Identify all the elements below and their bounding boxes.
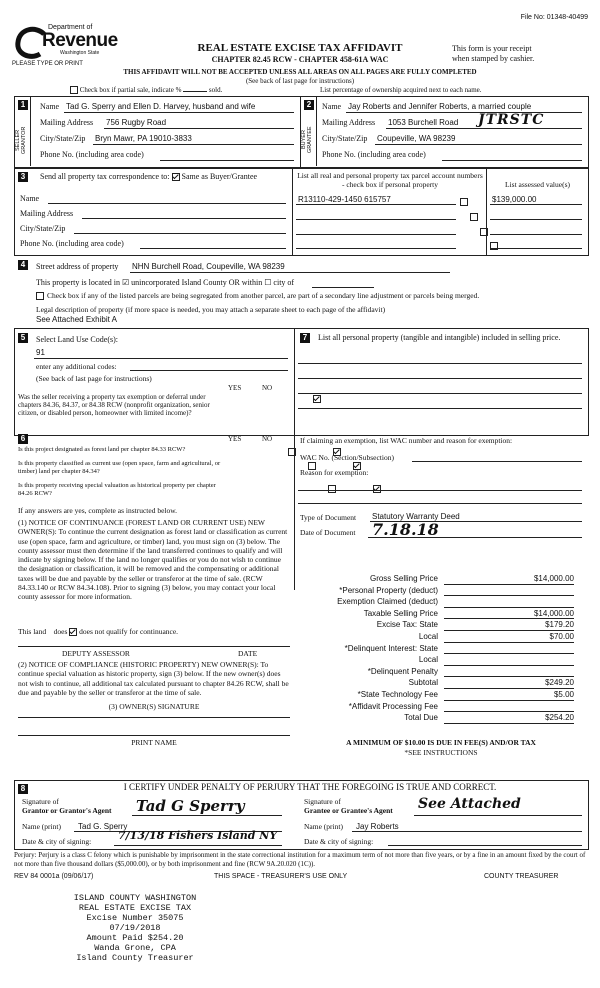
seller-city-label: City/State/Zip xyxy=(40,134,86,143)
tax-value xyxy=(444,701,574,713)
doc-type-label: Type of Document xyxy=(300,513,357,522)
s5-yes-header: YES xyxy=(228,384,242,392)
segregation-text xyxy=(36,291,479,300)
stamp-line: Amount Paid $254.20 xyxy=(86,933,184,943)
street-label: Street address of property xyxy=(36,262,119,271)
land-use-line xyxy=(34,358,288,359)
segregation-checkbox[interactable] xyxy=(36,292,44,300)
stamp-line: Excise Number 35075 xyxy=(86,913,184,923)
tax-value xyxy=(444,596,574,608)
form-subtitle: CHAPTER 82.45 RCW - CHAPTER 458-61A WAC xyxy=(211,55,389,64)
buyer-address: 1053 Burchell Road xyxy=(388,118,459,127)
section-7-number: 7 xyxy=(300,333,310,343)
deputy-assessor-label: DEPUTY ASSESSOR xyxy=(62,649,130,658)
legal-description: See Attached Exhibit A xyxy=(36,315,117,324)
seller-city-line xyxy=(93,144,294,145)
tax-values xyxy=(444,573,574,724)
tax-value: $14,000.00 xyxy=(444,608,574,620)
logo-revenue: Revenue xyxy=(42,30,118,51)
notice-of-continuance: (1) NOTICE OF CONTINUANCE (FOREST LAND OR CURRENT USE) NEW OWNER(S): To continue the current designation as forest land or classification as current use (open space, farm and agriculture, or timber) land, you must sign on (3) below. The county assessor must then determine if the land transferred continues to qualify and will indicate by signing below. If the land no longer qualifies or you do not wish to continue the designation or classification, it will be removed and the compensating or additional taxes will be due and payable by the seller or transferor at the time of sale. (RCW 84.33.140 or RCW 84.34.108). Prior to signing (3) below, you may contact your local county assessor for more information. xyxy=(18,518,288,602)
personal-property-line-1 xyxy=(298,363,582,364)
s5-no-checkbox[interactable] xyxy=(313,395,321,403)
section-3-number: 3 xyxy=(18,172,28,182)
forest-yes-checkbox[interactable] xyxy=(288,448,296,456)
personal-property-label: List all personal property (tangible and intangible) included in selling price. xyxy=(318,333,561,342)
doc-type: Statutory Warranty Deed xyxy=(372,512,460,521)
assessed-line-2 xyxy=(490,219,582,220)
seller-side-rule xyxy=(30,97,31,166)
grantee-signature: See Attached xyxy=(418,796,521,812)
seller-name-line xyxy=(64,112,294,113)
section-6-number: 6 xyxy=(18,434,28,444)
minimum-due-text: A MINIMUM OF $10.00 IS DUE IN FEE(S) AND/OR TAX xyxy=(346,738,536,747)
grantee-name: Jay Roberts xyxy=(356,822,399,831)
section-1-number: 1 xyxy=(18,100,28,110)
stamp-line: ISLAND COUNTY WASHINGTON xyxy=(73,893,197,903)
personal-property-checkbox-2[interactable] xyxy=(470,213,478,221)
buyer-city-label: City/State/Zip xyxy=(322,134,368,143)
buyer-phone-label: Phone No. (including area code) xyxy=(322,150,426,159)
does-not-label: does not qualify for continuance. xyxy=(79,627,179,636)
deputy-line xyxy=(18,646,290,647)
tax-value xyxy=(444,666,574,678)
partial-sold-label: sold. xyxy=(208,86,223,94)
owner-signature-label: (3) OWNER(S) SIGNATURE xyxy=(108,702,200,711)
partial-sale-checkbox[interactable] xyxy=(70,86,78,94)
tax-value: $70.00 xyxy=(444,631,574,643)
grantee-name-label: Name (print) xyxy=(304,822,343,831)
stamp-line: 07/19/2018 xyxy=(109,923,161,933)
tax-label: *Delinquent Interest: State xyxy=(344,643,438,653)
notice-of-compliance: (2) NOTICE OF COMPLIANCE (HISTORIC PROPERTY) NEW OWNER(S): To continue special valuation as historic property, sign (3) below. If the new owner(s) does not wish to continue, all additional tax calculated pursuant to chapter 84.26 RCW, shall be due and payable by the seller or transferor at the time of sale. xyxy=(18,660,289,697)
seller-address-line xyxy=(104,128,294,129)
legal-label: Legal description of property (if more space is needed, you may attach a separate sheet to each page of the affidavit) xyxy=(36,305,386,314)
section-5-number: 5 xyxy=(18,333,28,343)
tax-label: Exemption Claimed (deduct) xyxy=(337,597,438,607)
receipt-note-2: when stamped by cashier. xyxy=(452,54,535,63)
assessed-line-4 xyxy=(490,248,582,249)
doc-date-line xyxy=(368,537,582,538)
doc-date: 7.18.18 xyxy=(372,520,439,539)
county-treasurer-label: COUNTY TREASURER xyxy=(484,873,559,880)
receipt-note-1: This form is your receipt xyxy=(452,44,532,53)
seller-phone-line xyxy=(160,160,294,161)
corr-address-line xyxy=(82,218,286,219)
tax-label: *Personal Property (deduct) xyxy=(339,585,438,595)
personal-property-line-3 xyxy=(298,393,582,394)
see-instructions-text: *SEE INSTRUCTIONS xyxy=(404,748,478,757)
tax-label: *State Technology Fee xyxy=(357,689,438,699)
ownership-note: List percentage of ownership acquired next to each name. xyxy=(320,86,482,94)
buyer-city: Coupeville, WA 98239 xyxy=(377,134,456,143)
s5-no-header: NO xyxy=(262,384,273,392)
logo-dept: Department of xyxy=(48,24,93,31)
section-8-number: 8 xyxy=(18,784,28,794)
tax-value xyxy=(444,643,574,655)
grantor-date-city: 7/13/18 Fishers Island NY xyxy=(118,829,278,842)
assessed-header: List assessed value(s) xyxy=(505,180,570,189)
section-2-number: 2 xyxy=(304,100,314,110)
treasurer-stamp xyxy=(50,893,220,963)
assessed-line-3 xyxy=(490,234,582,235)
see-back-text: (See back of last page for instructions) xyxy=(245,77,355,85)
section-3-divider xyxy=(292,168,293,255)
partial-sale-text xyxy=(70,86,222,94)
corr-name-label: Name xyxy=(20,194,40,203)
location-text: This property is located in ☑ unincorporated Island County OR within ☐ city of xyxy=(36,278,295,287)
grantor-name: Tad G. Sperry xyxy=(78,822,128,831)
logo-state: Washington State xyxy=(60,50,100,56)
tax-value: $249.20 xyxy=(444,677,574,689)
stamp-line: Island County Treasurer xyxy=(76,953,194,963)
grantor-sig-line xyxy=(132,815,282,816)
section-3-divider-2 xyxy=(486,168,487,255)
please-type: PLEASE TYPE OR PRINT xyxy=(12,61,83,67)
doc-date-label: Date of Document xyxy=(300,528,356,537)
forest-question: Is this project designated as forest land per chapter 84.33 RCW? xyxy=(18,446,186,453)
reason-label: Reason for exemption: xyxy=(300,468,369,477)
parcel-line-3 xyxy=(296,234,456,235)
tax-value: $254.20 xyxy=(444,712,574,724)
exemption-claim-label: If claiming an exemption, list WAC number and reason for exemption: xyxy=(300,436,513,445)
tax-label: Gross Selling Price xyxy=(369,574,438,583)
partial-sale-label: Check box if partial sale, indicate % xyxy=(79,86,182,94)
seller-phone-label: Phone No. (including area code) xyxy=(40,150,144,159)
file-number: File No: 01348-40499 xyxy=(520,14,588,21)
seller-name: Tad G. Sperry and Ellen D. Harvey, husband and wife xyxy=(66,102,256,111)
buyer-handwritten-tag: JTRSTC xyxy=(478,112,545,128)
grantor-name-label: Name (print) xyxy=(22,822,61,831)
seller-name-label: Name xyxy=(40,102,60,111)
warning-text: THIS AFFIDAVIT WILL NOT BE ACCEPTED UNLESS ALL AREAS ON ALL PAGES ARE FULLY COMPLETED xyxy=(123,68,477,76)
parcel-line-4 xyxy=(296,248,456,249)
perjury-notice: Perjury: Perjury is a class C felony which is punishable by imprisonment in the state correctional institution for a maximum term of not more than five years, or by a fine in an amount fixed by the court of not more than five thousand dollars ($5,000.00), or by both imprisonment and fine (RCW 9A.20.020 (1C)). xyxy=(14,851,586,868)
buyer-name: Jay Roberts and Jennifer Roberts, a married couple xyxy=(348,102,532,111)
assessed-value: $139,000.00 xyxy=(492,195,537,204)
does-label: does xyxy=(53,627,68,636)
same-as-buyer-checkbox[interactable] xyxy=(172,173,180,181)
reason-line-1 xyxy=(298,490,582,491)
seller-side-label: SELLER GRANTOR xyxy=(15,126,27,154)
buyer-phone-line xyxy=(442,160,582,161)
s6-yes-header: YES xyxy=(228,435,242,443)
grantee-date-line xyxy=(388,845,582,846)
assessed-line-1 xyxy=(490,204,582,205)
same-as-buyer-label: Same as Buyer/Grantee xyxy=(181,172,258,181)
historic-question: Is this property receiving special valuation as historical property per chapter 84.26 RCW? xyxy=(18,482,216,497)
tax-label: Subtotal xyxy=(408,678,438,688)
does-not-checkbox[interactable] xyxy=(69,628,77,636)
if-yes-text: If any answers are yes, complete as instructed below. xyxy=(18,506,178,515)
grantee-date-label: Date & city of signing: xyxy=(304,837,374,846)
current-use-question: Is this property classified as current use (open space, farm and agricultural, or timber) land per chapter 84.34? xyxy=(18,460,221,475)
s6-no-header: NO xyxy=(262,435,273,443)
segregation-label: Check box if any of the listed parcels are being segregated from another parcel, are part of a secondary line adjustment or parcels being merged. xyxy=(47,291,480,300)
land-use-label: Select Land Use Code(s): xyxy=(36,335,118,344)
grantor-sig-label-1: Signature of xyxy=(22,797,59,806)
personal-property-line-2 xyxy=(298,378,582,379)
tax-value: $5.00 xyxy=(444,689,574,701)
form-title: REAL ESTATE EXCISE TAX AFFIDAVIT xyxy=(197,42,403,54)
city-of-line xyxy=(312,287,374,288)
parcel-number: R13110-429-1450 615757 xyxy=(298,195,391,204)
buyer-address-label: Mailing Address xyxy=(322,118,376,127)
reason-line-2 xyxy=(298,503,582,504)
seller-address-label: Mailing Address xyxy=(40,118,94,127)
wac-label: WAC No. (Section/Subsection) xyxy=(300,453,394,462)
corr-city-label: City/State/Zip xyxy=(20,224,66,233)
tax-label: Local xyxy=(418,655,438,665)
form-revision: REV 84 0001a (09/06/17) xyxy=(14,873,94,880)
tax-label: *Delinquent Penalty xyxy=(367,666,438,676)
street-address: NHN Burchell Road, Coupeville, WA 98239 xyxy=(132,262,285,271)
personal-property-checkbox-3[interactable] xyxy=(480,228,488,236)
stamp-line: Wanda Grone, CPA xyxy=(94,943,176,953)
certify-statement: I CERTIFY UNDER PENALTY OF PERJURY THAT THE FOREGOING IS TRUE AND CORRECT. xyxy=(123,782,497,792)
buyer-address-line xyxy=(386,128,582,129)
middle-divider xyxy=(294,328,295,590)
grantor-date-label: Date & city of signing: xyxy=(22,837,92,846)
additional-codes-line xyxy=(130,370,288,371)
personal-property-checkbox-1[interactable] xyxy=(460,198,468,206)
tax-value: $179.20 xyxy=(444,619,574,631)
corr-phone-label: Phone No. (including area code) xyxy=(20,239,124,248)
print-name-line xyxy=(18,735,290,736)
exemption-question: Was the seller receiving a property tax exemption or deferral under chapters 84.36, 84.37, or 84.38 RCW (nonprofit organization, senior citizen, or disabled person, homeowner with limited income)? xyxy=(18,393,210,417)
date-label: DATE xyxy=(238,649,258,658)
grantor-date-line xyxy=(114,845,282,846)
parcel-header: List all real and personal property tax parcel account numbers - check box if personal property xyxy=(297,171,483,189)
grantor-signature: Tad G Sperry xyxy=(136,797,245,815)
stamp-line: REAL ESTATE EXCISE TAX xyxy=(78,903,192,913)
tax-label: Local xyxy=(418,631,438,641)
additional-codes-label: enter any additional codes: xyxy=(36,362,117,371)
parcel-line-2 xyxy=(296,219,456,220)
tax-label: Total Due xyxy=(404,713,438,723)
grantee-sig-label-1: Signature of xyxy=(304,797,341,806)
correspondence-label xyxy=(40,172,257,181)
parcel-line-1 xyxy=(296,204,456,205)
wac-line xyxy=(412,461,582,462)
grantor-sig-label-2: Grantor or Grantor's Agent xyxy=(22,806,112,815)
corr-name-line xyxy=(48,203,286,204)
section-4-number: 4 xyxy=(18,260,28,270)
tax-label: Excise Tax: State xyxy=(376,620,438,630)
corr-city-line xyxy=(74,233,286,234)
dor-logo xyxy=(14,24,124,64)
street-line xyxy=(130,272,450,273)
tax-value: $14,000.00 xyxy=(444,573,574,585)
personal-property-line-4 xyxy=(298,408,582,409)
owner-signature-line xyxy=(18,717,290,718)
buyer-side-label: BUYER GRANTEE xyxy=(301,126,313,154)
grantee-sig-line xyxy=(414,815,582,816)
seller-city: Bryn Mawr, PA 19010-3833 xyxy=(95,134,192,143)
buyer-name-line xyxy=(346,112,582,113)
tax-labels xyxy=(300,573,438,724)
grantee-sig-label-2: Grantee or Grantee's Agent xyxy=(304,806,393,815)
this-land-label: This land xyxy=(18,627,47,636)
corr-phone-line xyxy=(140,248,286,249)
land-use-code: 91 xyxy=(36,348,45,357)
seller-address: 756 Rugby Road xyxy=(106,118,167,127)
corr-address-label: Mailing Address xyxy=(20,209,74,218)
tax-label: Taxable Selling Price xyxy=(363,608,438,618)
tax-value xyxy=(444,585,574,597)
tax-label: *Affidavit Processing Fee xyxy=(348,701,438,711)
this-land-line xyxy=(18,627,178,636)
buyer-name-label: Name xyxy=(322,102,342,111)
tax-value xyxy=(444,654,574,666)
correspondence-text: Send all property tax correspondence to: xyxy=(40,172,170,181)
grantee-name-line xyxy=(352,831,582,832)
buyer-side-rule xyxy=(316,97,317,166)
partial-pct-field[interactable] xyxy=(183,91,207,92)
print-name-label: PRINT NAME xyxy=(131,738,177,747)
land-use-see-back: (See back of last page for instructions) xyxy=(36,374,152,383)
buyer-city-line xyxy=(375,144,582,145)
treasurer-space-label: THIS SPACE - TREASURER'S USE ONLY xyxy=(214,873,348,880)
